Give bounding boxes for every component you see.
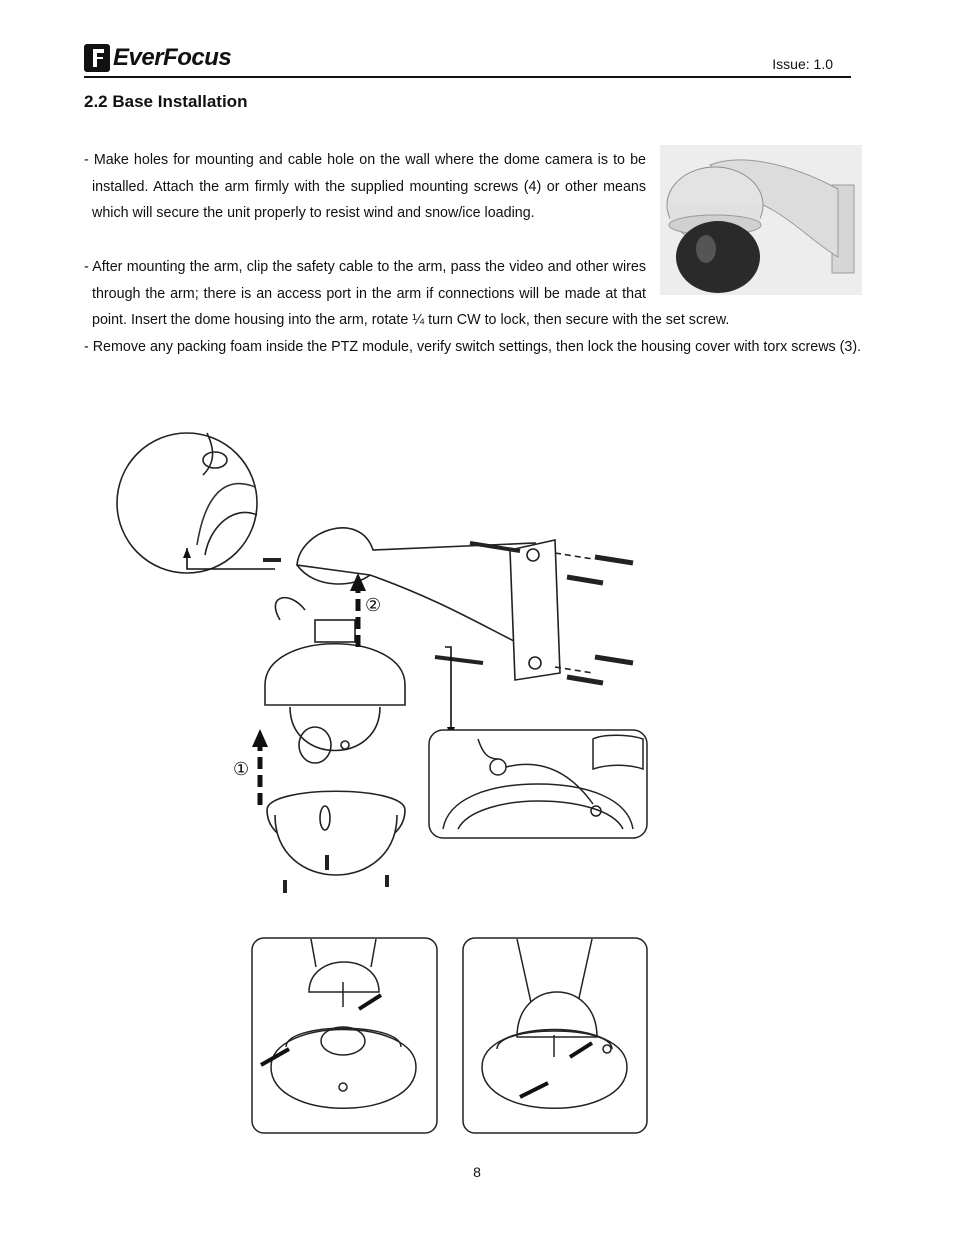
page-header xyxy=(84,42,851,78)
installation-exploded-diagram xyxy=(115,415,655,915)
paragraph-block-1 xyxy=(84,147,646,227)
paragraph-mount-holes: - Make holes for mounting and cable hole on the wall where the dome camera is to be installed. Attach the arm firmly with the supplied mounting screws (4) or other means which will secure the unit properly to resist wind and snow/ice loading. xyxy=(84,152,646,222)
housing-lock-detail-left xyxy=(251,937,438,1134)
everfocus-logo-icon xyxy=(84,44,110,72)
step-2-label: ② xyxy=(365,595,382,616)
brand-name: EverFocus xyxy=(113,44,232,71)
everfocus-logo xyxy=(84,44,231,72)
issue-number: Issue: 1.0 xyxy=(772,56,833,72)
dome-camera-photo xyxy=(660,145,862,295)
page-number: 8 xyxy=(473,1164,481,1180)
paragraph-packing-foam: - Remove any packing foam inside the PTZ module, verify switch settings, then lock the housing cover with torx screws (3). xyxy=(84,339,862,356)
step-1-label: ① xyxy=(233,759,250,780)
safety-cable-detail xyxy=(428,729,648,839)
section-title: 2.2 Base Installation xyxy=(84,92,248,111)
paragraph-safety-cable: - After mounting the arm, clip the safety cable to the arm, pass the video and other wires through the arm; there is an access port in the arm if connections will be made at that point. Insert the dome housing into the arm, rotate ¼ turn CW to lock, then secure with the set screw. xyxy=(84,259,730,329)
housing-lock-detail-right xyxy=(462,937,648,1134)
